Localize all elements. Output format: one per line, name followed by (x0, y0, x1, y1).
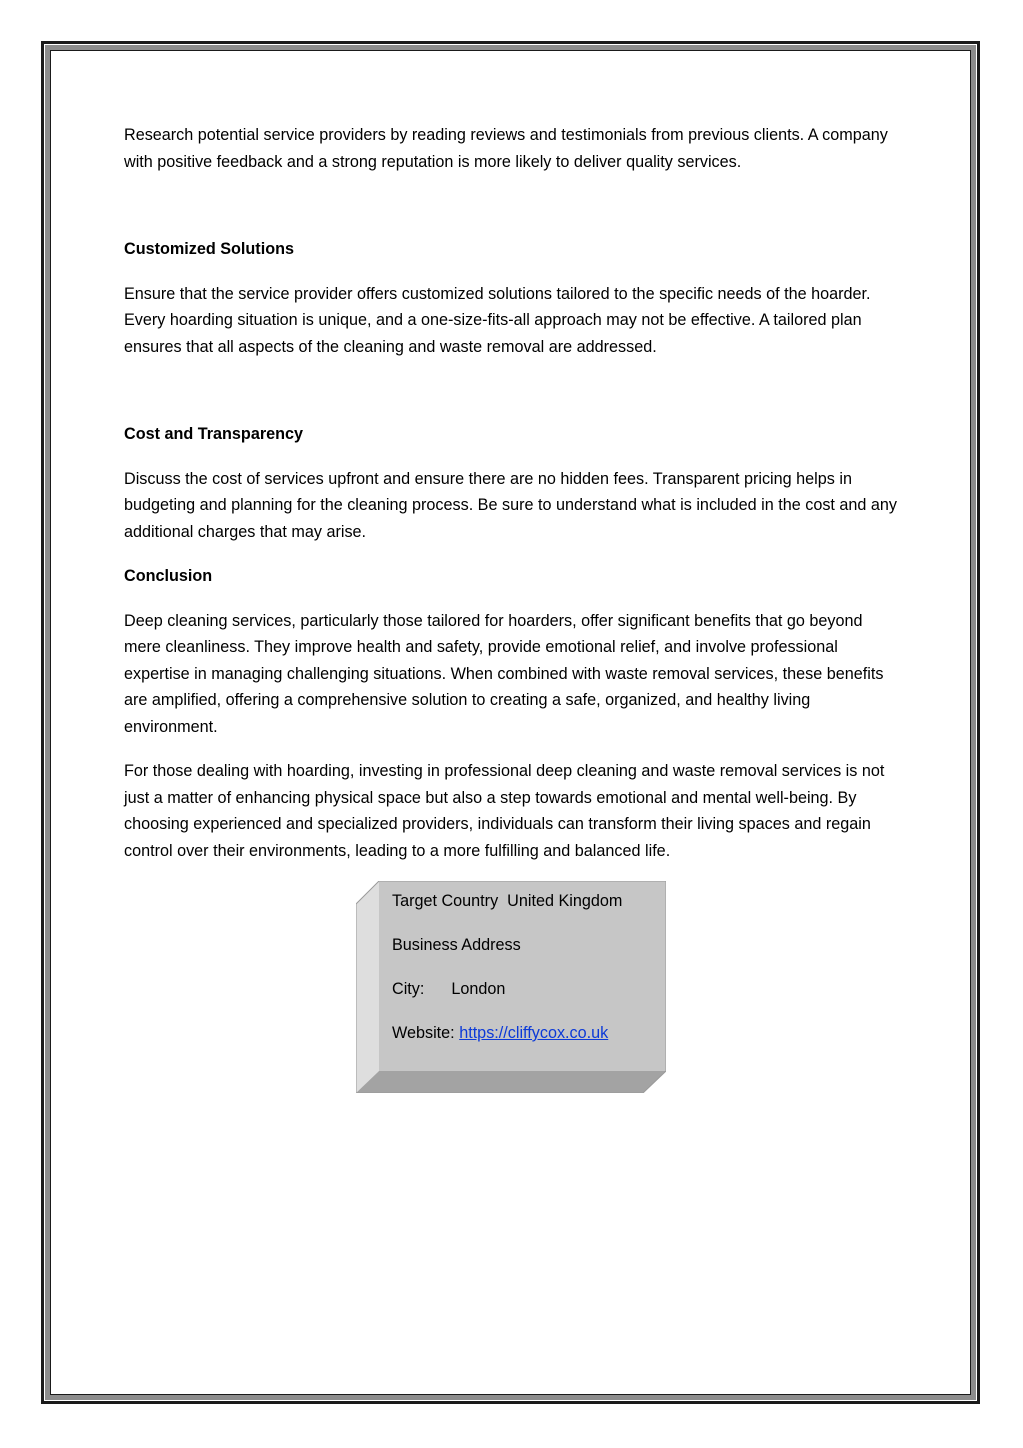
document-body (124, 122, 899, 864)
info-box-text (392, 888, 622, 1064)
cost-transparency-paragraph: Discuss the cost of services upfront and ensure there are no hidden fees. Transparent pricing helps in budgeting and planning for the cleaning process. Be sure to understand what is included in the cost and any additional charges that may arise. (124, 469, 898, 541)
heading-cost-transparency: Cost and Transparency (124, 425, 304, 443)
box-left-bevel (356, 881, 379, 1093)
website-label: Website: (392, 1024, 460, 1042)
heading-customized-solutions: Customized Solutions (124, 240, 294, 258)
box-bottom-bevel (356, 1071, 666, 1093)
conclusion-paragraph-2: For those dealing with hoarding, investing in professional deep cleaning and waste removal services is not just a matter of enhancing physical space but also a step towards emotional and mental well-being. By choosing experienced and specialized providers, individuals can transform their living spaces and regain control over their environments, leading to a more fulfilling and balanced life. (124, 762, 885, 860)
heading-conclusion: Conclusion (124, 567, 213, 585)
website-link[interactable]: https://cliffycox.co.uk (459, 1024, 609, 1042)
business-address-line: Business Address (392, 936, 521, 954)
intro-paragraph: Research potential service providers by reading reviews and testimonials from previous clients. A company with positive feedback and a strong reputation is more likely to deliver quality services. (124, 126, 888, 171)
target-country-line: Target Country United Kingdom (392, 892, 623, 910)
city-line: City: London (392, 980, 506, 998)
website-line (392, 1020, 622, 1046)
customized-solutions-paragraph: Ensure that the service provider offers customized solutions tailored to the specific needs of the hoarder. Every hoarding situation is unique, and a one-size-fits-all approach may not be effective. A tailored plan ensures that all aspects of the cleaning and waste removal are addressed. (124, 284, 871, 356)
business-info-box (356, 881, 666, 1093)
conclusion-paragraph-1: Deep cleaning services, particularly those tailored for hoarders, offer significant benefits that go beyond mere cleanliness. They improve health and safety, provide emotional relief, and involve professional expertise in managing challenging situations. When combined with waste removal services, these benefits are amplified, offering a comprehensive solution to creating a safe, organized, and healthy living environment. (124, 611, 884, 736)
